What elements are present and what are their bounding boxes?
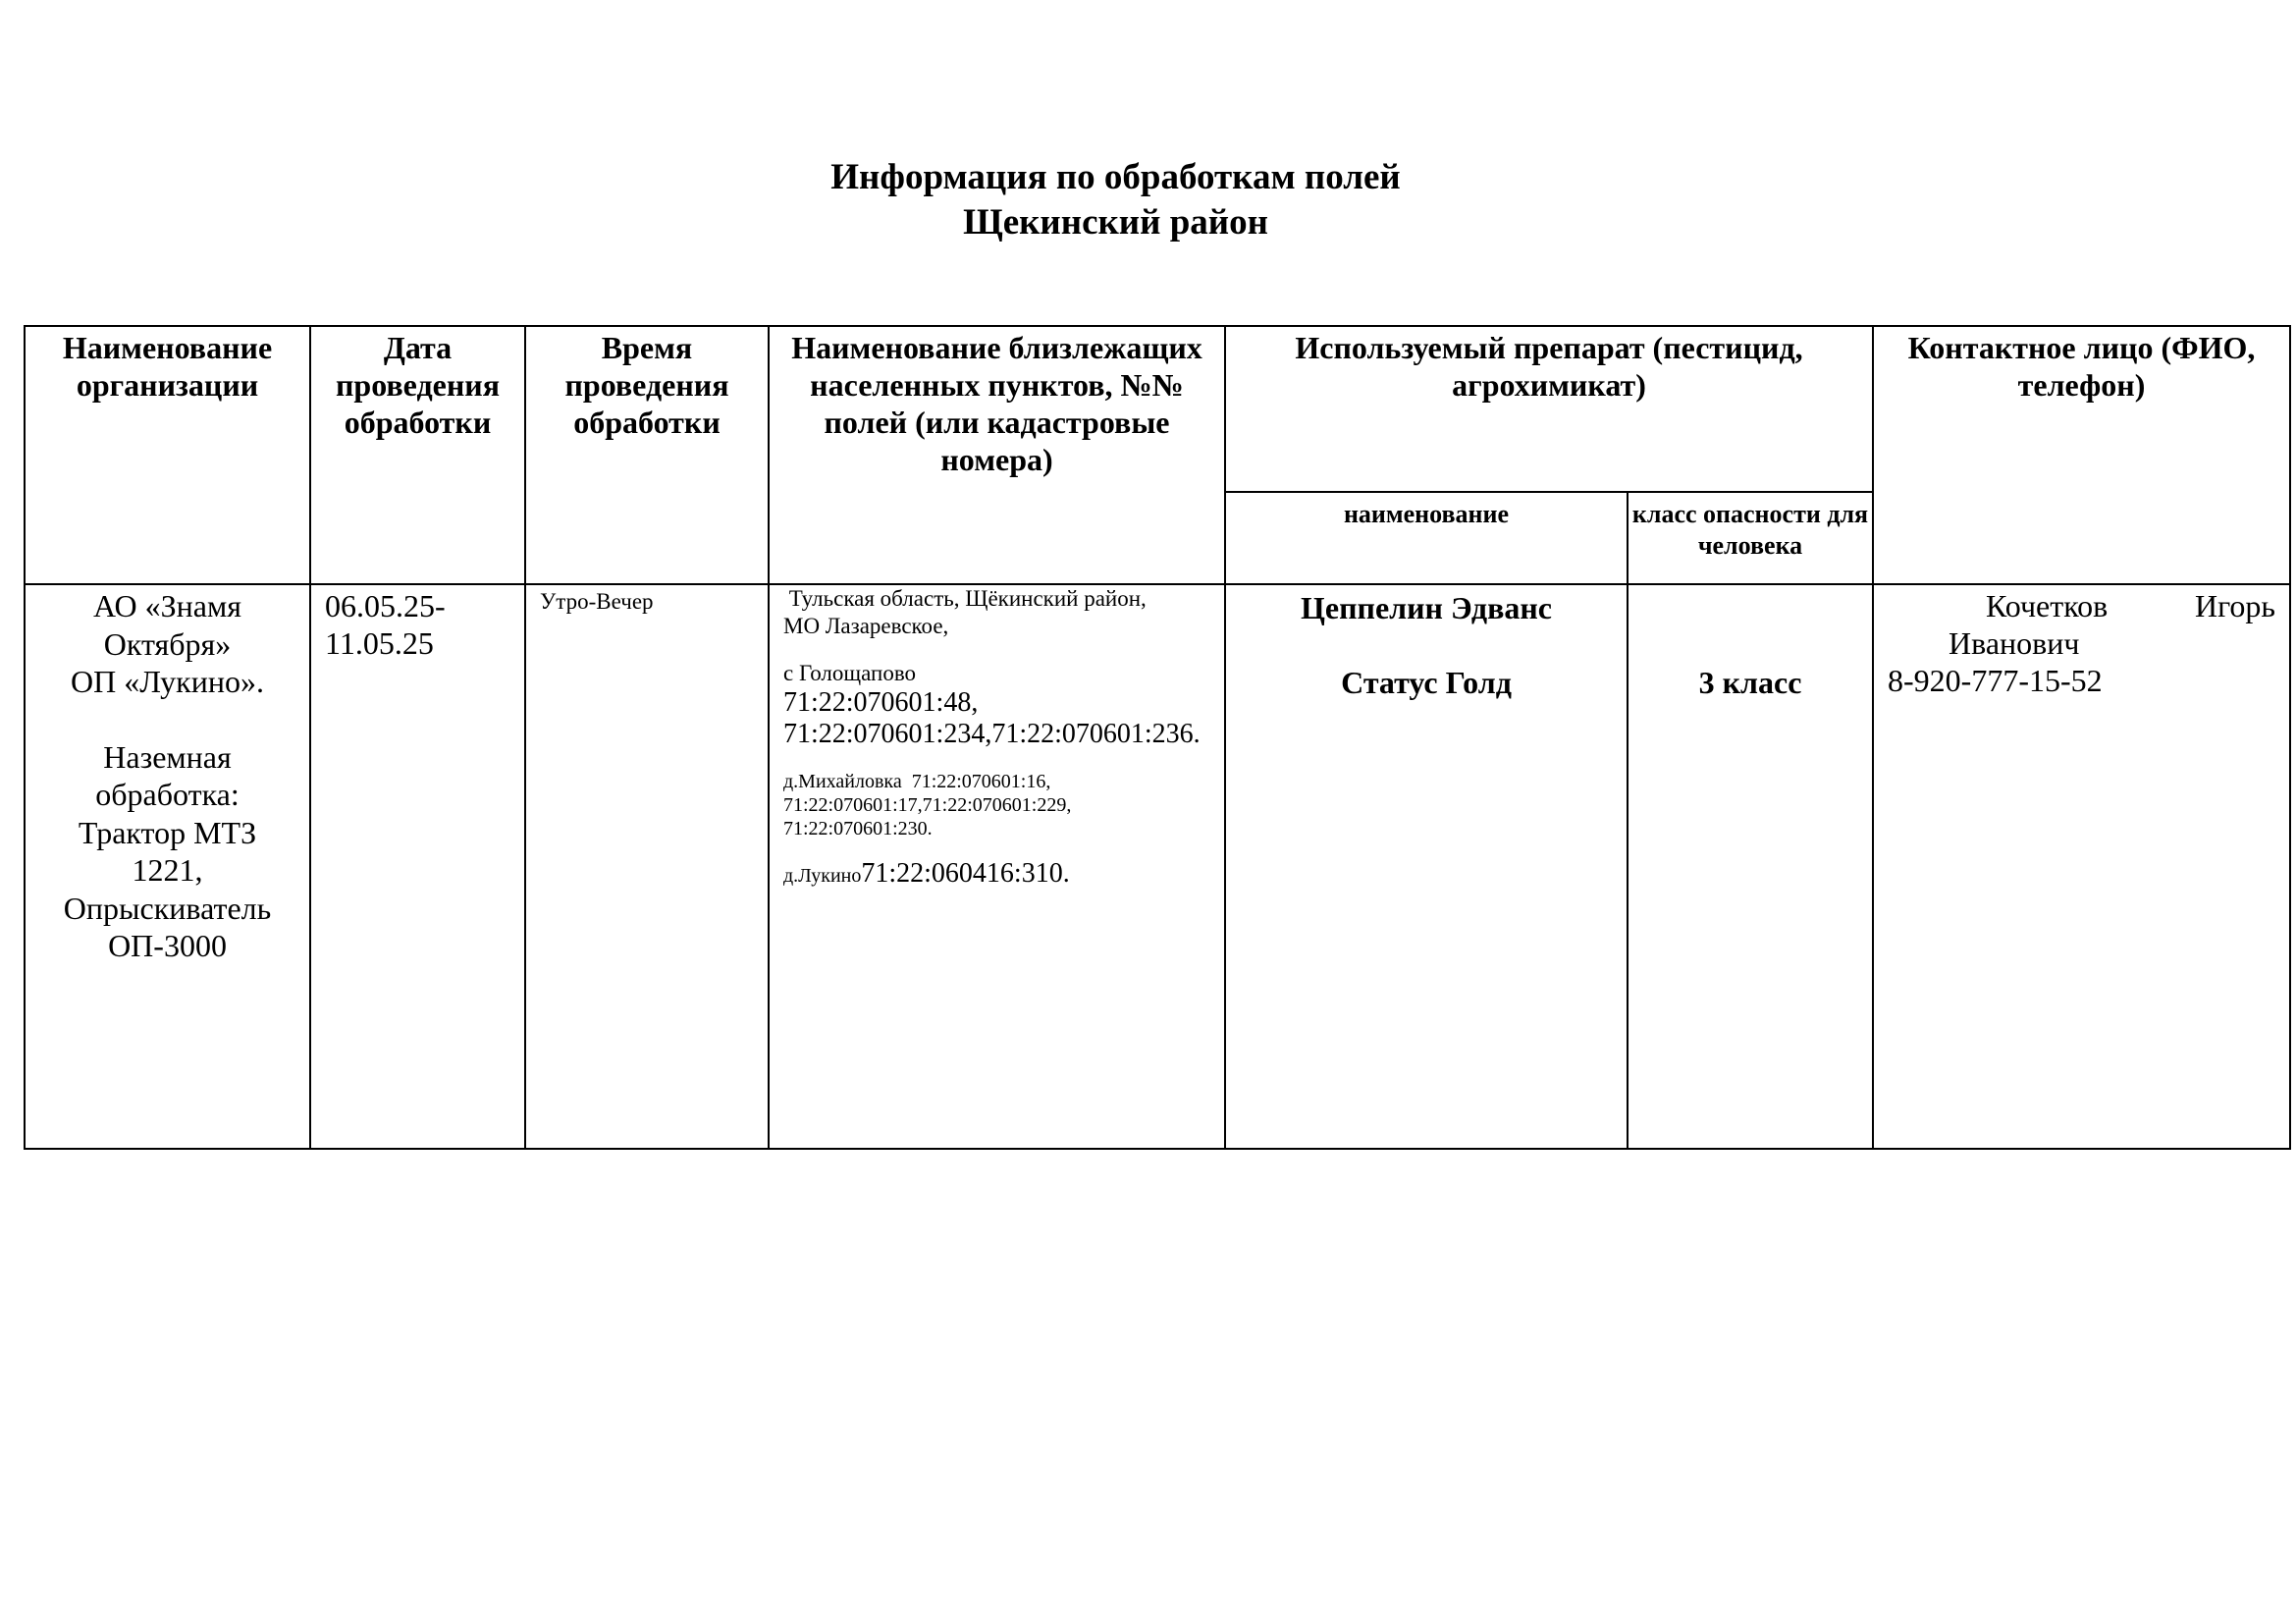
cell-prep-name [1225,584,1628,1149]
places-region-line: МО Лазаревское, [783,614,949,638]
table-row [25,584,2290,1149]
places-plots-line: 71:22:070601:234,71:22:070601:236. [783,719,1201,749]
contact-patronymic: Иванович [1949,625,2080,661]
cell-contact [1873,584,2290,1149]
org-line: 1221, [132,852,203,888]
places-region-line: Тульская область, Щёкинский район, [783,586,1147,611]
cell-organization [25,584,310,1149]
document-subtitle: Щекинский район [963,202,1268,243]
date-start: 06.05.25- [325,588,446,623]
prep-name: Статус Голд [1341,665,1512,700]
org-line: обработка: [95,777,240,812]
prep-name: Цеппелин Эдванс [1300,590,1552,625]
contact-name: Кочетков Игорь [1986,588,2276,623]
places-plots-line: 71:22:070601:230. [783,818,933,839]
places-plots-line: 71:22:070601:48, [783,687,979,718]
places-plots-line: 71:22:070601:17,71:22:070601:229, [783,794,1072,816]
cell-prep-class [1628,584,1873,1149]
header-prep-name: наименование [1225,492,1628,584]
places-village-name: д.Лукино [783,865,862,887]
header-prep-class: класс опасности для человека [1628,492,1873,584]
places-village-name: с Голощапово [783,661,917,685]
org-line: Наземная [103,738,232,775]
org-line: ОП «Лукино». [71,664,264,699]
header-preparation: Используемый препарат (пестицид, агрохимикат) [1225,326,1873,492]
org-line: Трактор МТЗ [78,814,257,850]
treatment-table [24,325,2291,1150]
org-line: Опрыскиватель [63,890,272,926]
header-date: Дата проведения обработки [310,326,525,584]
cell-date [310,584,525,1149]
cell-time [525,584,769,1149]
table-header-row [25,326,2290,492]
org-line: ОП-3000 [108,928,227,963]
document-title: Информация по обработкам полей [830,157,1401,197]
date-end: 11.05.25 [325,625,434,661]
places-village-row [783,858,1212,890]
contact-phone: 8-920-777-15-52 [1888,663,2103,698]
places-plots-line: д.Михайловка 71:22:070601:16, [783,771,1051,792]
cell-places [769,584,1225,1149]
header-contact: Контактное лицо (ФИО, телефон) [1873,326,2290,584]
time-value: Утро-Вечер [540,589,654,614]
header-places: Наименование близлежащих населенных пунктов, №№ полей (или кадастровые номера) [769,326,1225,584]
org-line: АО «Знамя [93,588,241,623]
places-plots-line: 71:22:060416:310. [861,858,1070,889]
org-line: Октября» [103,625,232,662]
prep-class: 3 класс [1698,665,1802,700]
header-org: Наименование организации [25,326,310,584]
header-time: Время проведения обработки [525,326,769,584]
